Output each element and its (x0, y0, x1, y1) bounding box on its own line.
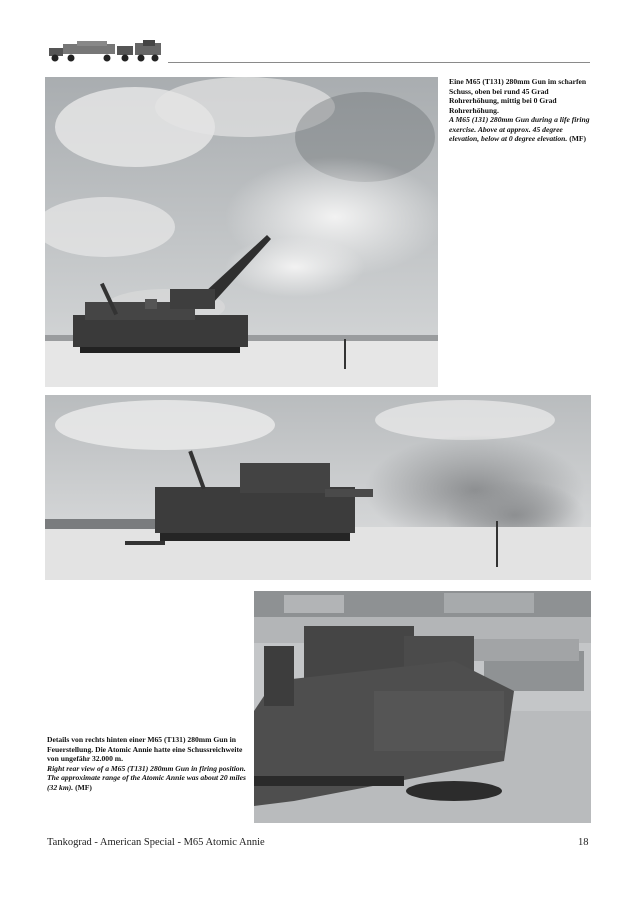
caption-bottom-german: Details von rechts hinten einer M65 (T131) 280mm Gun in Feuerstellung. Die Atomic Annie hatte eine Schussreichweite von ungefähr 32.000 m. (47, 735, 243, 763)
photo-gun-rear-view (254, 591, 591, 823)
caption-bottom-english: Right rear view of a M65 (T131) 280mm Gun in firing position. The approximate range of the Atomic Annie was about 20 miles (32 km). (47, 763, 246, 792)
header-divider (168, 62, 590, 63)
footer-title: Tankograd - American Special - M65 Atomic Annie (47, 837, 265, 848)
caption-bottom-credit: (MF) (75, 782, 92, 792)
caption-bottom (47, 735, 247, 792)
caption-top-english: A M65 (131) 280mm Gun during a life firing exercise. Above at approx. 45 degree elevation, below at 0 degree elevation. (449, 115, 590, 143)
photo-gun-horizontal (45, 395, 591, 580)
caption-top-german: Eine M65 (T131) 280mm Gun im scharfen Schuss, oben bei rund 45 Grad Rohrerhöhung, mittig bei 0 Grad Rohrerhöhung. (449, 77, 587, 115)
caption-top (449, 77, 593, 144)
truck-convoy-logo (47, 38, 163, 64)
caption-top-credit: (MF) (569, 134, 587, 143)
page-number: 18 (578, 837, 589, 848)
photo-gun-elevated (45, 77, 438, 387)
